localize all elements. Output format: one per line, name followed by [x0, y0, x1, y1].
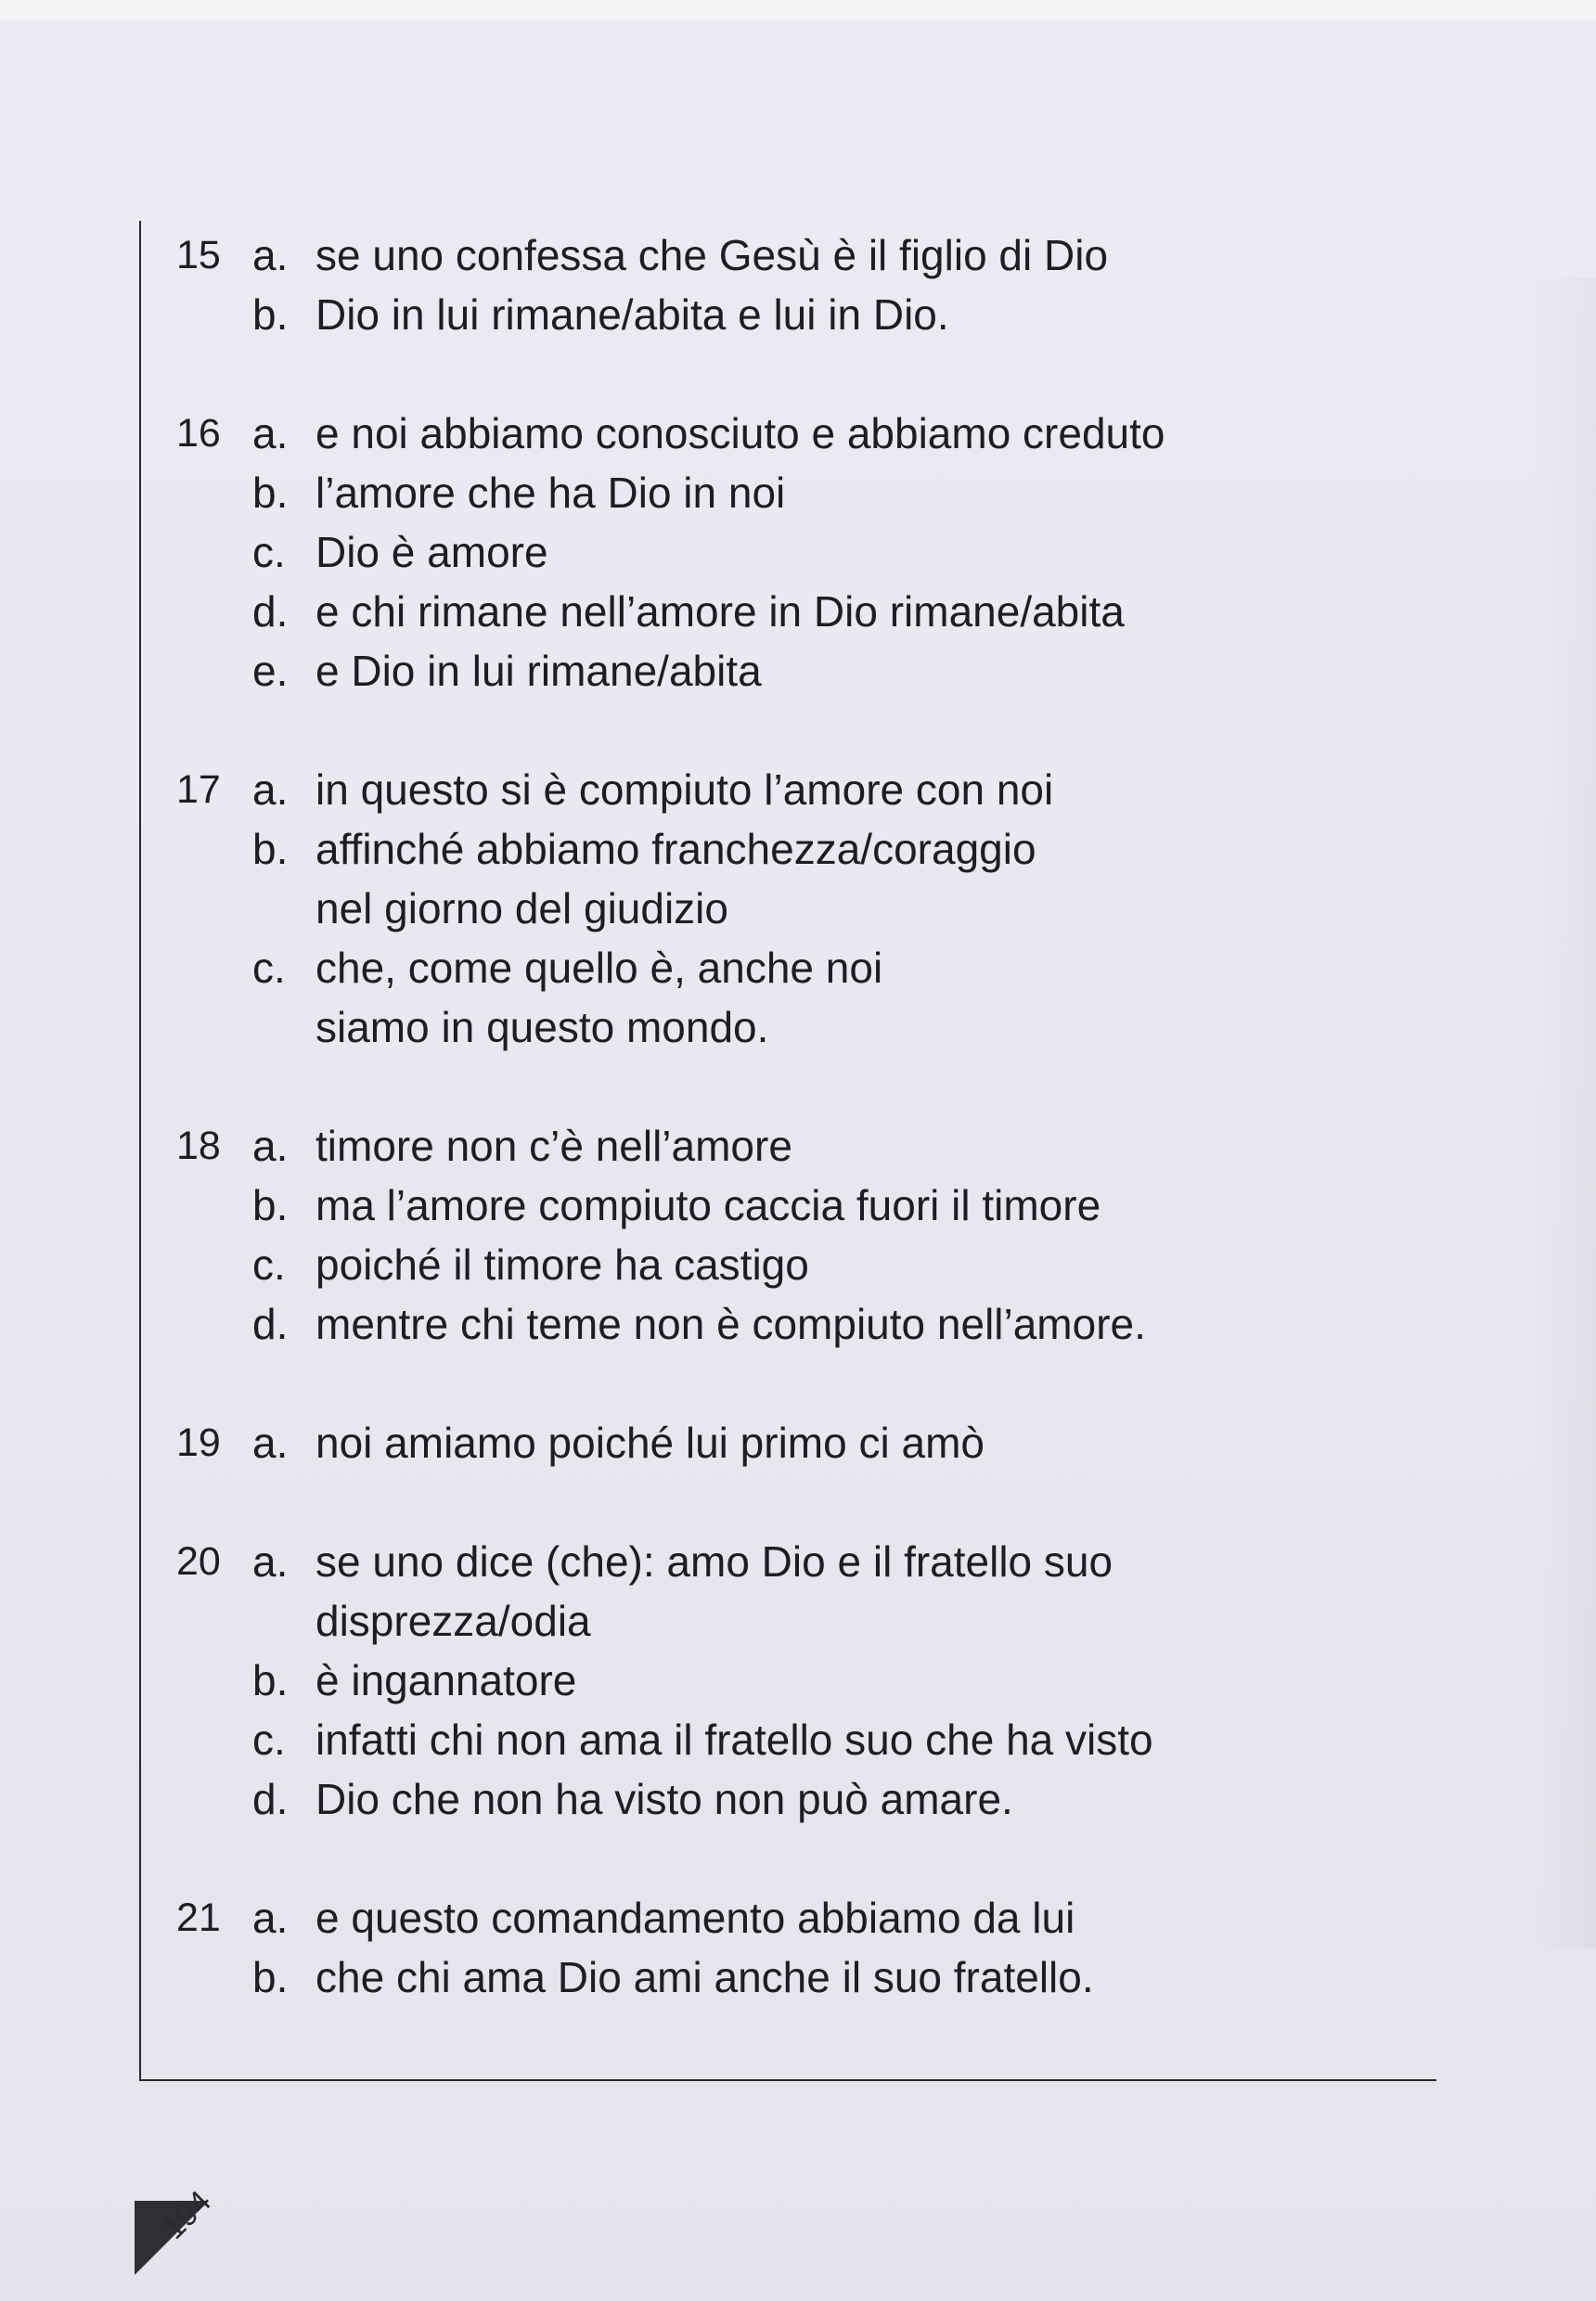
- item-letter: b.: [252, 825, 289, 873]
- verse-line: [176, 225, 1383, 285]
- item-text: mentre chi teme non è compiuto nell’amore.: [315, 1300, 1146, 1348]
- verse-line: [176, 522, 1383, 582]
- page-edge-shadow: [1531, 278, 1596, 1948]
- verse-line: [176, 1710, 1383, 1769]
- item-letter: d.: [252, 1775, 289, 1823]
- item-letter: [252, 997, 315, 1057]
- verse-line: [176, 1413, 1383, 1472]
- item-letter: d.: [252, 1300, 289, 1348]
- item-text: e questo comandamento abbiamo da lui: [315, 1894, 1075, 1942]
- verse-number: 21: [176, 1896, 221, 1940]
- verse-line: [176, 1769, 1383, 1829]
- item-text: affinché abbiamo franchezza/coraggio: [315, 825, 1036, 873]
- item-letter: a.: [252, 409, 289, 457]
- verse-number: [176, 641, 252, 701]
- page-top-band: [0, 0, 1596, 20]
- verse-number: [176, 1591, 252, 1651]
- verse-number: 15: [176, 233, 221, 277]
- verse-line: [176, 1176, 1383, 1235]
- item-letter: c.: [252, 1240, 286, 1289]
- item-text: infatti chi non ama il fratello suo che ha visto: [315, 1716, 1153, 1764]
- verse-line: [176, 463, 1383, 522]
- verse-number: 17: [176, 767, 221, 812]
- item-letter: b.: [252, 1656, 289, 1704]
- verse-line: [176, 1116, 1383, 1176]
- item-text: poiché il timore ha castigo: [315, 1240, 809, 1289]
- item-letter: a.: [252, 1419, 289, 1467]
- verse-block: [176, 1413, 1383, 1472]
- verse-number: [176, 1651, 252, 1710]
- verse-number: 18: [176, 1124, 221, 1168]
- item-letter: b.: [252, 469, 289, 517]
- item-text: timore non c’è nell’amore: [315, 1122, 792, 1170]
- item-letter: c.: [252, 528, 286, 576]
- verse-line: [176, 1591, 1383, 1651]
- item-letter: a.: [252, 1894, 289, 1942]
- verse-line: [176, 819, 1383, 879]
- frame-bottom-rule: [139, 2079, 1436, 2081]
- verse-line: [176, 582, 1383, 641]
- verse-number: [176, 1947, 252, 2007]
- item-letter: a.: [252, 231, 289, 279]
- verse-number: [176, 285, 252, 344]
- verse-line: [176, 1235, 1383, 1294]
- item-letter: a.: [252, 765, 289, 814]
- item-letter: d.: [252, 587, 289, 636]
- item-text: è ingannatore: [315, 1656, 577, 1704]
- verse-number: [176, 463, 252, 522]
- item-text: e Dio in lui rimane/abita: [315, 647, 762, 695]
- verse-number: [176, 997, 252, 1057]
- verse-number: [176, 522, 252, 582]
- item-text: Dio che non ha visto non può amare.: [315, 1775, 1013, 1823]
- item-text: siamo in questo mondo.: [315, 1003, 769, 1051]
- verse-line: [176, 1651, 1383, 1710]
- item-letter: b.: [252, 290, 289, 339]
- verse-block: [176, 225, 1383, 344]
- item-text: ma l’amore compiuto caccia fuori il timore: [315, 1181, 1101, 1229]
- item-text: e chi rimane nell’amore in Dio rimane/abita: [315, 587, 1125, 636]
- item-text: Dio in lui rimane/abita e lui in Dio.: [315, 290, 949, 339]
- verse-line: [176, 997, 1383, 1057]
- page-number: 194: [156, 2183, 218, 2246]
- item-letter: [252, 879, 315, 938]
- verse-number: [176, 1294, 252, 1354]
- item-letter: b.: [252, 1953, 289, 2001]
- verse-line: [176, 760, 1383, 819]
- verse-line: [176, 938, 1383, 997]
- item-letter: b.: [252, 1181, 289, 1229]
- item-text: se uno confessa che Gesù è il figlio di Dio: [315, 231, 1109, 279]
- item-letter: c.: [252, 1716, 286, 1764]
- verse-number: [176, 1769, 252, 1829]
- verse-line: [176, 1294, 1383, 1354]
- verse-number: [176, 1176, 252, 1235]
- item-letter: e.: [252, 647, 289, 695]
- item-text: nel giorno del giudizio: [315, 884, 728, 932]
- verse-line: [176, 641, 1383, 701]
- item-text: e noi abbiamo conosciuto e abbiamo creduto: [315, 409, 1165, 457]
- item-letter: a.: [252, 1122, 289, 1170]
- item-text: che chi ama Dio ami anche il suo fratello.: [315, 1953, 1094, 2001]
- verse-number: 16: [176, 411, 221, 456]
- item-letter: c.: [252, 944, 286, 992]
- item-text: l’amore che ha Dio in noi: [315, 469, 786, 517]
- verse-number: 20: [176, 1539, 221, 1584]
- verse-line: [176, 1532, 1383, 1591]
- verse-block: [176, 404, 1383, 701]
- item-letter: [252, 1591, 315, 1651]
- item-text: disprezza/odia: [315, 1597, 591, 1645]
- verse-line: [176, 1947, 1383, 2007]
- item-text: noi amiamo poiché lui primo ci amò: [315, 1419, 985, 1467]
- item-text: in questo si è compiuto l’amore con noi: [315, 765, 1054, 814]
- verse-number: [176, 1710, 252, 1769]
- verse-line: [176, 879, 1383, 938]
- item-text: che, come quello è, anche noi: [315, 944, 883, 992]
- verse-list: [176, 225, 1383, 2007]
- verse-block: [176, 1116, 1383, 1354]
- item-text: Dio è amore: [315, 528, 548, 576]
- verse-number: 19: [176, 1420, 221, 1465]
- verse-line: [176, 285, 1383, 344]
- frame-left-rule: [139, 221, 141, 2080]
- verse-line: [176, 1888, 1383, 1947]
- verse-number: [176, 819, 252, 879]
- verse-number: [176, 1235, 252, 1294]
- verse-number: [176, 938, 252, 997]
- verse-block: [176, 1888, 1383, 2007]
- item-letter: a.: [252, 1537, 289, 1586]
- item-text: se uno dice (che): amo Dio e il fratello suo: [315, 1537, 1113, 1586]
- verse-number: [176, 879, 252, 938]
- verse-number: [176, 582, 252, 641]
- verse-block: [176, 1532, 1383, 1829]
- verse-line: [176, 404, 1383, 463]
- verse-block: [176, 760, 1383, 1057]
